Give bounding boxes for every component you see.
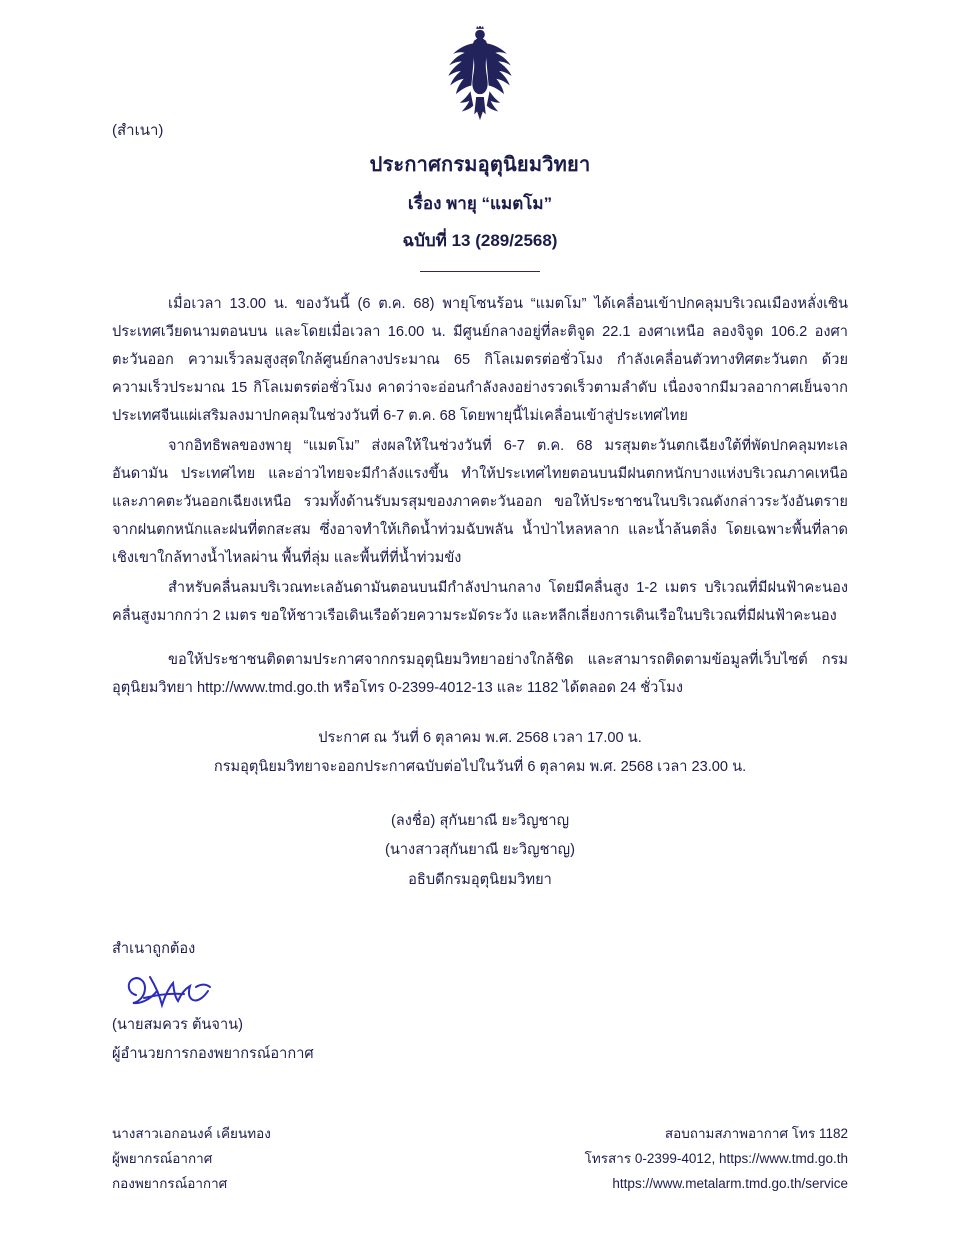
announce-date: ประกาศ ณ วันที่ 6 ตุลาคม พ.ศ. 2568 เวลา 17.00 น. [318, 730, 642, 747]
certification-block [112, 935, 848, 1068]
title-block [112, 150, 848, 272]
page-title: ประกาศกรมอุตุนิยมวิทยา [369, 154, 591, 176]
paragraph-3: สำหรับคลื่นลมบริเวณทะเลอันดามันตอนบนมีกำลังปานกลาง โดยมีคลื่นสูง 1-2 เมตร บริเวณที่มีฝนฟ้าคะนองคลื่นสูงมากกว่า 2 เมตร ขอให้ชาวเรือเดินเรือด้วยความระมัดระวัง และหลีกเลี่ยงการเดินเรือในบริเวณที่มีฝนฟ้าคะนอง [112, 580, 848, 625]
title-divider [420, 270, 540, 272]
document-issue-number: ฉบับที่ 13 (289/2568) [402, 231, 558, 250]
document-body [112, 290, 848, 702]
paragraph-1: เมื่อเวลา 13.00 น. ของวันนี้ (6 ต.ค. 68) พายุโซนร้อน “แมตโม” ได้เคลื่อนเข้าปกคลุมบริเวณเมืองหลั่งเซิน ประเทศเวียดนามตอนบน และโดยเมื่อเวลา 16.00 น. มีศูนย์กลางอยู่ที่ละติจูด 22.1 องศาเหนือ ลองจิจูด 106.2 องศาตะวันออก ความเร็วลมสูงสุดใกล้ศูนย์กลางประมาณ 65 กิโลเมตรต่อชั่วโมง กำลังเคลื่อนตัวทางทิศตะวันตก ด้วยความเร็วประมาณ 15 กิโลเมตรต่อชั่วโมง คาดว่าจะอ่อนกำลังลงอย่างรวดเร็วตามลำดับ เนื่องจากมีมวลอากาศเย็นจากประเทศจีนแผ่เสริมลงมาปกคลุมในช่วงวันที่ 6-7 ต.ค. 68 โดยพายุนี้ไม่เคลื่อนเข้าสู่ประเทศไทย [112, 296, 848, 425]
announcement-dates [112, 724, 848, 781]
footer-contact-phone: สอบถามสภาพอากาศ โทร 1182 [664, 1126, 848, 1142]
copy-mark: (สำเนา) [112, 122, 164, 139]
certify-name: (นายสมควร ต้นจาน) [112, 1017, 243, 1034]
paragraph-2: จากอิทธิพลของพายุ “แมตโม” ส่งผลให้ในช่วงวันที่ 6-7 ต.ค. 68 มรสุมตะวันตกเฉียงใต้ที่พัดปกคลุมทะเลอันดามัน ประเทศไทย และอ่าวไทยจะมีกำลังแรงขึ้น ทำให้ประเทศไทยตอนบนมีฝนตกหนักบางแห่งบริเวณภาคเหนือ และภาคตะวันออกเฉียงเหนือ รวมทั้งด้านรับมรสุมของภาคตะวันออก ขอให้ประชาชนในบริเวณดังกล่าวระวังอันตรายจากฝนตกหนักและฝนที่ตกสะสม ซึ่งอาจทำให้เกิดน้ำท่วมฉับพลัน น้ำป่าไหลหลาก และน้ำล้นตลิ่ง โดยเฉพาะพื้นที่ลาดเชิงเขาใกล้ทางน้ำไหลผ่าน พื้นที่ลุ่ม และพื้นที่ที่น้ำท่วมขัง [112, 438, 848, 567]
handwritten-signature [122, 965, 848, 1011]
footer-fax-website: โทรสาร 0-2399-4012, https://www.tmd.go.th [584, 1151, 848, 1167]
certify-position: ผู้อำนวยการกองพยากรณ์อากาศ [112, 1045, 314, 1062]
signatory-block [112, 807, 848, 895]
footer-left [112, 1122, 271, 1197]
garuda-emblem [432, 26, 528, 122]
signatory-name: (นางสาวสุกันยาณี ยะวิญชาญ) [385, 842, 575, 859]
next-announce-date: กรมอุตุนิยมวิทยาจะออกประกาศฉบับต่อไปในวันที่ 6 ตุลาคม พ.ศ. 2568 เวลา 23.00 น. [213, 758, 747, 775]
page-footer [112, 1122, 848, 1197]
signatory-position: อธิบดีกรมอุตุนิยมวิทยา [408, 871, 552, 888]
footer-left-line-3: กองพยากรณ์อากาศ [112, 1176, 228, 1192]
footer-left-line-1: นางสาวเอกอนงค์ เคียนทอง [112, 1126, 271, 1142]
footer-right [585, 1122, 848, 1197]
certify-label: สำเนาถูกต้อง [112, 940, 196, 957]
document-subject: เรื่อง พายุ “แมตโม” [407, 194, 553, 213]
footer-service-url: https://www.metalarm.tmd.go.th/service [612, 1176, 848, 1192]
emblem-container [112, 0, 848, 134]
footer-left-line-2: ผู้พยากรณ์อากาศ [112, 1151, 213, 1167]
paragraph-4: ขอให้ประชาชนติดตามประกาศจากกรมอุตุนิยมวิทยาอย่างใกล้ชิด และสามารถติดตามข้อมูลที่เว็บไซต์ กรมอุตุนิยมวิทยา http://www.tmd.go.th หรือโทร 0-2399-4012-13 และ 1182 ได้ตลอด 24 ชั่วโมง [112, 652, 848, 697]
signatory-signed: (ลงชื่อ) สุกันยาณี ยะวิญชาญ [390, 813, 570, 830]
